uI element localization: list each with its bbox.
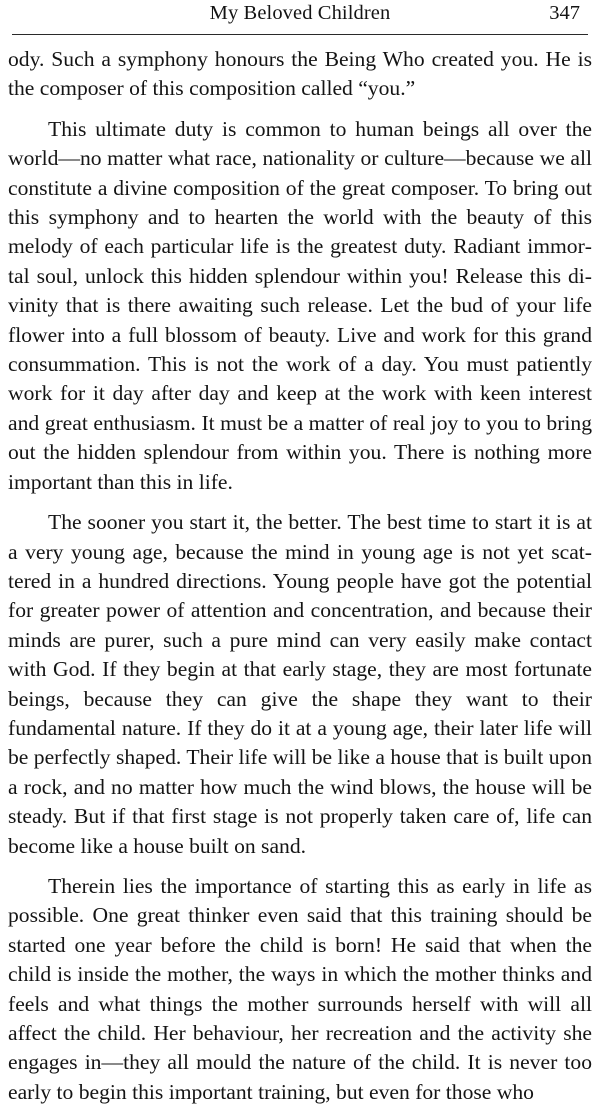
running-header (12, 0, 588, 35)
paragraph: The sooner you start it, the better. The best time to start it is at a very young age, because the mind in young age is not yet scattered in a hundred directions. Young people have got the potential for greater power of attention and concentration, and because their minds are purer, such a pure mind can very easily make contact with God. If they begin at that early stage, they are most fortunate beings, because they can give the shape they want to their fundamental nature. If they do it at a young age, their later life will be perfectly shaped. Their life will be like a house that is built upon a rock, and no matter how much the wind blows, the house will be steady. But if that first stage is not properly taken care of, life can become like a house built on sand. (8, 510, 592, 858)
page-number: 347 (549, 2, 580, 24)
paragraph-continued: ody. Such a symphony honours the Being Who created you. He is the composer of this composition called “you.” (8, 47, 592, 101)
paragraph: This ultimate duty is common to human beings all over the world—no matter what race, nationality or culture—because we all constitute a divine composition of the great composer. To bring out this symphony and to hearten the world with the beauty of this melody of each particular life is the greatest duty. Radiant immortal soul, unlock this hidden splendour within you! Release this divinity that is there awaiting such release. Let the bud of your life flower into a full blossom of beauty. Live and work for this grand consummation. This is not the work of a day. You must patiently work for it day after day and keep at the work with keen interest and great enthusiasm. It must be a matter of real joy to you to bring out the hidden splendour from within you. There is nothing more important than this in life. (8, 116, 592, 494)
paragraph: Therein lies the importance of starting this as early in life as possible. One great thinker even said that this training should be started one year before the child is born! He said that when the child is inside the mother, the ways in which the mother thinks and feels and what things the mother surrounds herself with will all affect the child. Her behaviour, her recreation and the activity she engages in—they all mould the nature of the child. It is never too early to begin this important training, but even for those who (8, 873, 592, 1104)
running-title: My Beloved Children (209, 2, 391, 24)
body-text (8, 45, 592, 1107)
